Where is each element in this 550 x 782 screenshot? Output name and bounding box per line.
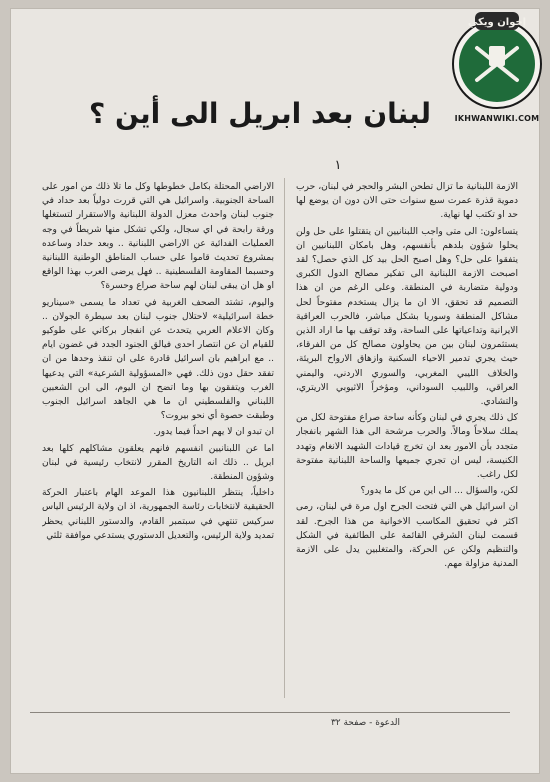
page-footer: الدعوة - صفحة ٣٢ (330, 718, 400, 728)
paragraph: لكن، والسؤال ... الى اين من كل ما يدور؟ (360, 486, 518, 497)
article-column-right (296, 180, 518, 700)
paragraph: كل ذلك يجري في لبنان وكأنه ساحة صراع مفتوحة لكل من يملك سلاحاً ومالاً. والحرب مرشحة الى هذا الشهر بانفجار متجدد بأن الامور بعد ان تخرج قيادات الشهيد الانغام وتهدد الكنيسة، ليس ان تجري جميعها والساحة اللبنانية مفتوحة لكل راغب. (296, 413, 518, 481)
paragraph: الازمة اللبنانية ما تزال تطحن البشر والحجر في لبنان، حرب دموية قذرة عمرت سبع سنوات حتى الان دون ان يوضع لها حد او تكتب لها نهاية. (296, 182, 518, 221)
article-title: لبنان بعد ابريل الى أين ؟ (88, 97, 432, 130)
article-column-left (42, 180, 274, 700)
column-divider (284, 178, 285, 698)
paragraph: يتساءلون: الى متى واجب اللبنانيين ان يتقتلوا على حل ولن يحلوا شؤون بلدهم بأنفسهم، وهل بامكان اللبنانيين ان يتفقوا على حل؟ وهل اصبح الحل بيد كل الذي حصل؟ لقد اصبحت الازمة اللبنانية الى تفكير مصالح الدول الكبرى ودولية متضاربة في المنطقة. وعلى الرغم من ان هذا التصميم قد تحقق، الا ان ما يزال يستخدم مفتوحاً لحل مشاكل المنطقة وسوريا بشكل مباشر، فالحرب العراقية الايرانية وتداعياتها على الساحة، وقد توقف بها ما اراد الذين يستثمرون لبنان بين من يحاولون مصالح كل من الفرقاء، حيث يجري تدمير الاحياء السكنية وازهاق الارواح البريئة، والخلاف الليبي المغربي، والسوري الاردني، واليمني العراقي، واللبيب السوداني، ومؤخراً الاثيوبي الاريتري، والتشادي. (296, 226, 518, 408)
paragraph: واليوم، تشتد الصحف الغربية في تعداد ما يسمى «سيناريو خطة اسرائيلية» لاحتلال جنوب لبنان بعد سيطرة الجولان .. وكان الاعلام العربي يتحدث عن انفجار بركاني على طوكيو للقيام ان عن انتصار احدى فيالق الجنود الجدد في غضون ايام .. مع ابراهيم بان اسرائيل قادرة على ان تنقذ وحدها من ان تفقد حقل دون ذلك. فهي «المسؤولية الشرعية» التي يدعيها الغرب ويتفقون بها وما اتضح ان اليوم، الى ابن الشعبين اللبناني والفلسطيني ان ما هي الجاهد اسرائيل الجنوب وطبقت حصوة أي نحو بيروت؟ (42, 297, 274, 422)
paragraph: ان تبدو ان لا يهم احداً فيما يدور. (153, 427, 274, 438)
paragraph: داخلياً، ينتظر اللبنانيون هذا الموعد الهام باعتبار الحركة الحقيقية لانتخابات رئاسة الجمهورية، اذ ان ولاية الرئيس الياس سركيس تنتهي في سبتمبر القادم، والدستور اللبناني يحظر تمديد ولاية الرئيس، والتعديل الدستوري يستدعي موافقة ثلثي (42, 488, 274, 541)
paragraph: ان اسرائيل هي التي فتحت الجرح اول مرة في لبنان، رمى اكثر في تحقيق المكاسب الاخوانية من هذا الجرح. لقد قسمت لبنان الشرقي القائمة على الطائفية في الشكل والتنظيم ولكن عن الحركة، والمتغلبين يدل على الازمة المدنية مزاولة مهم. (296, 502, 518, 570)
paragraph: اما عن اللبنانيين انفسهم فانهم يعلقون مشاكلهم كلها بعد ابريل .. ذلك انه التاريخ المقرر لانتخاب رئيسية في لبنان وشؤون المنطقة. (42, 443, 274, 483)
section-number: ١ (334, 158, 342, 173)
footer-rule (30, 712, 510, 713)
paragraph: الاراضي المحتلة بكامل خطوطها وكل ما تلا ذلك من امور على الساحة الجنوبية. واسرائيل هي التي قررت دولياً بعد حداد في جنوب لبنان واحدث معزل الدولة اللبنانية والاستقرار لتستغلها ورقة رابحة في اي سجال، ولكي تشكل منها شريطاً في وجه العمليات الفدائية عن الاراضي اللبنانية .. وبعد حداد وساعده بمشروع تحديث قاموا على حساب المناطق الوطنية اللبنانية وحسبما المقاومة الفلسطينية .. فهل يرضى العرب بهذا الواقع او هل ان يبقى لبنان لهم ساحة صراع وحسرة؟ (42, 182, 274, 292)
logo-top-text: إخوان ويكي (467, 17, 527, 28)
ikhwanwiki-logo-icon (447, 6, 547, 126)
logo-url-text: IKHWANWIKI.COM (454, 114, 540, 123)
